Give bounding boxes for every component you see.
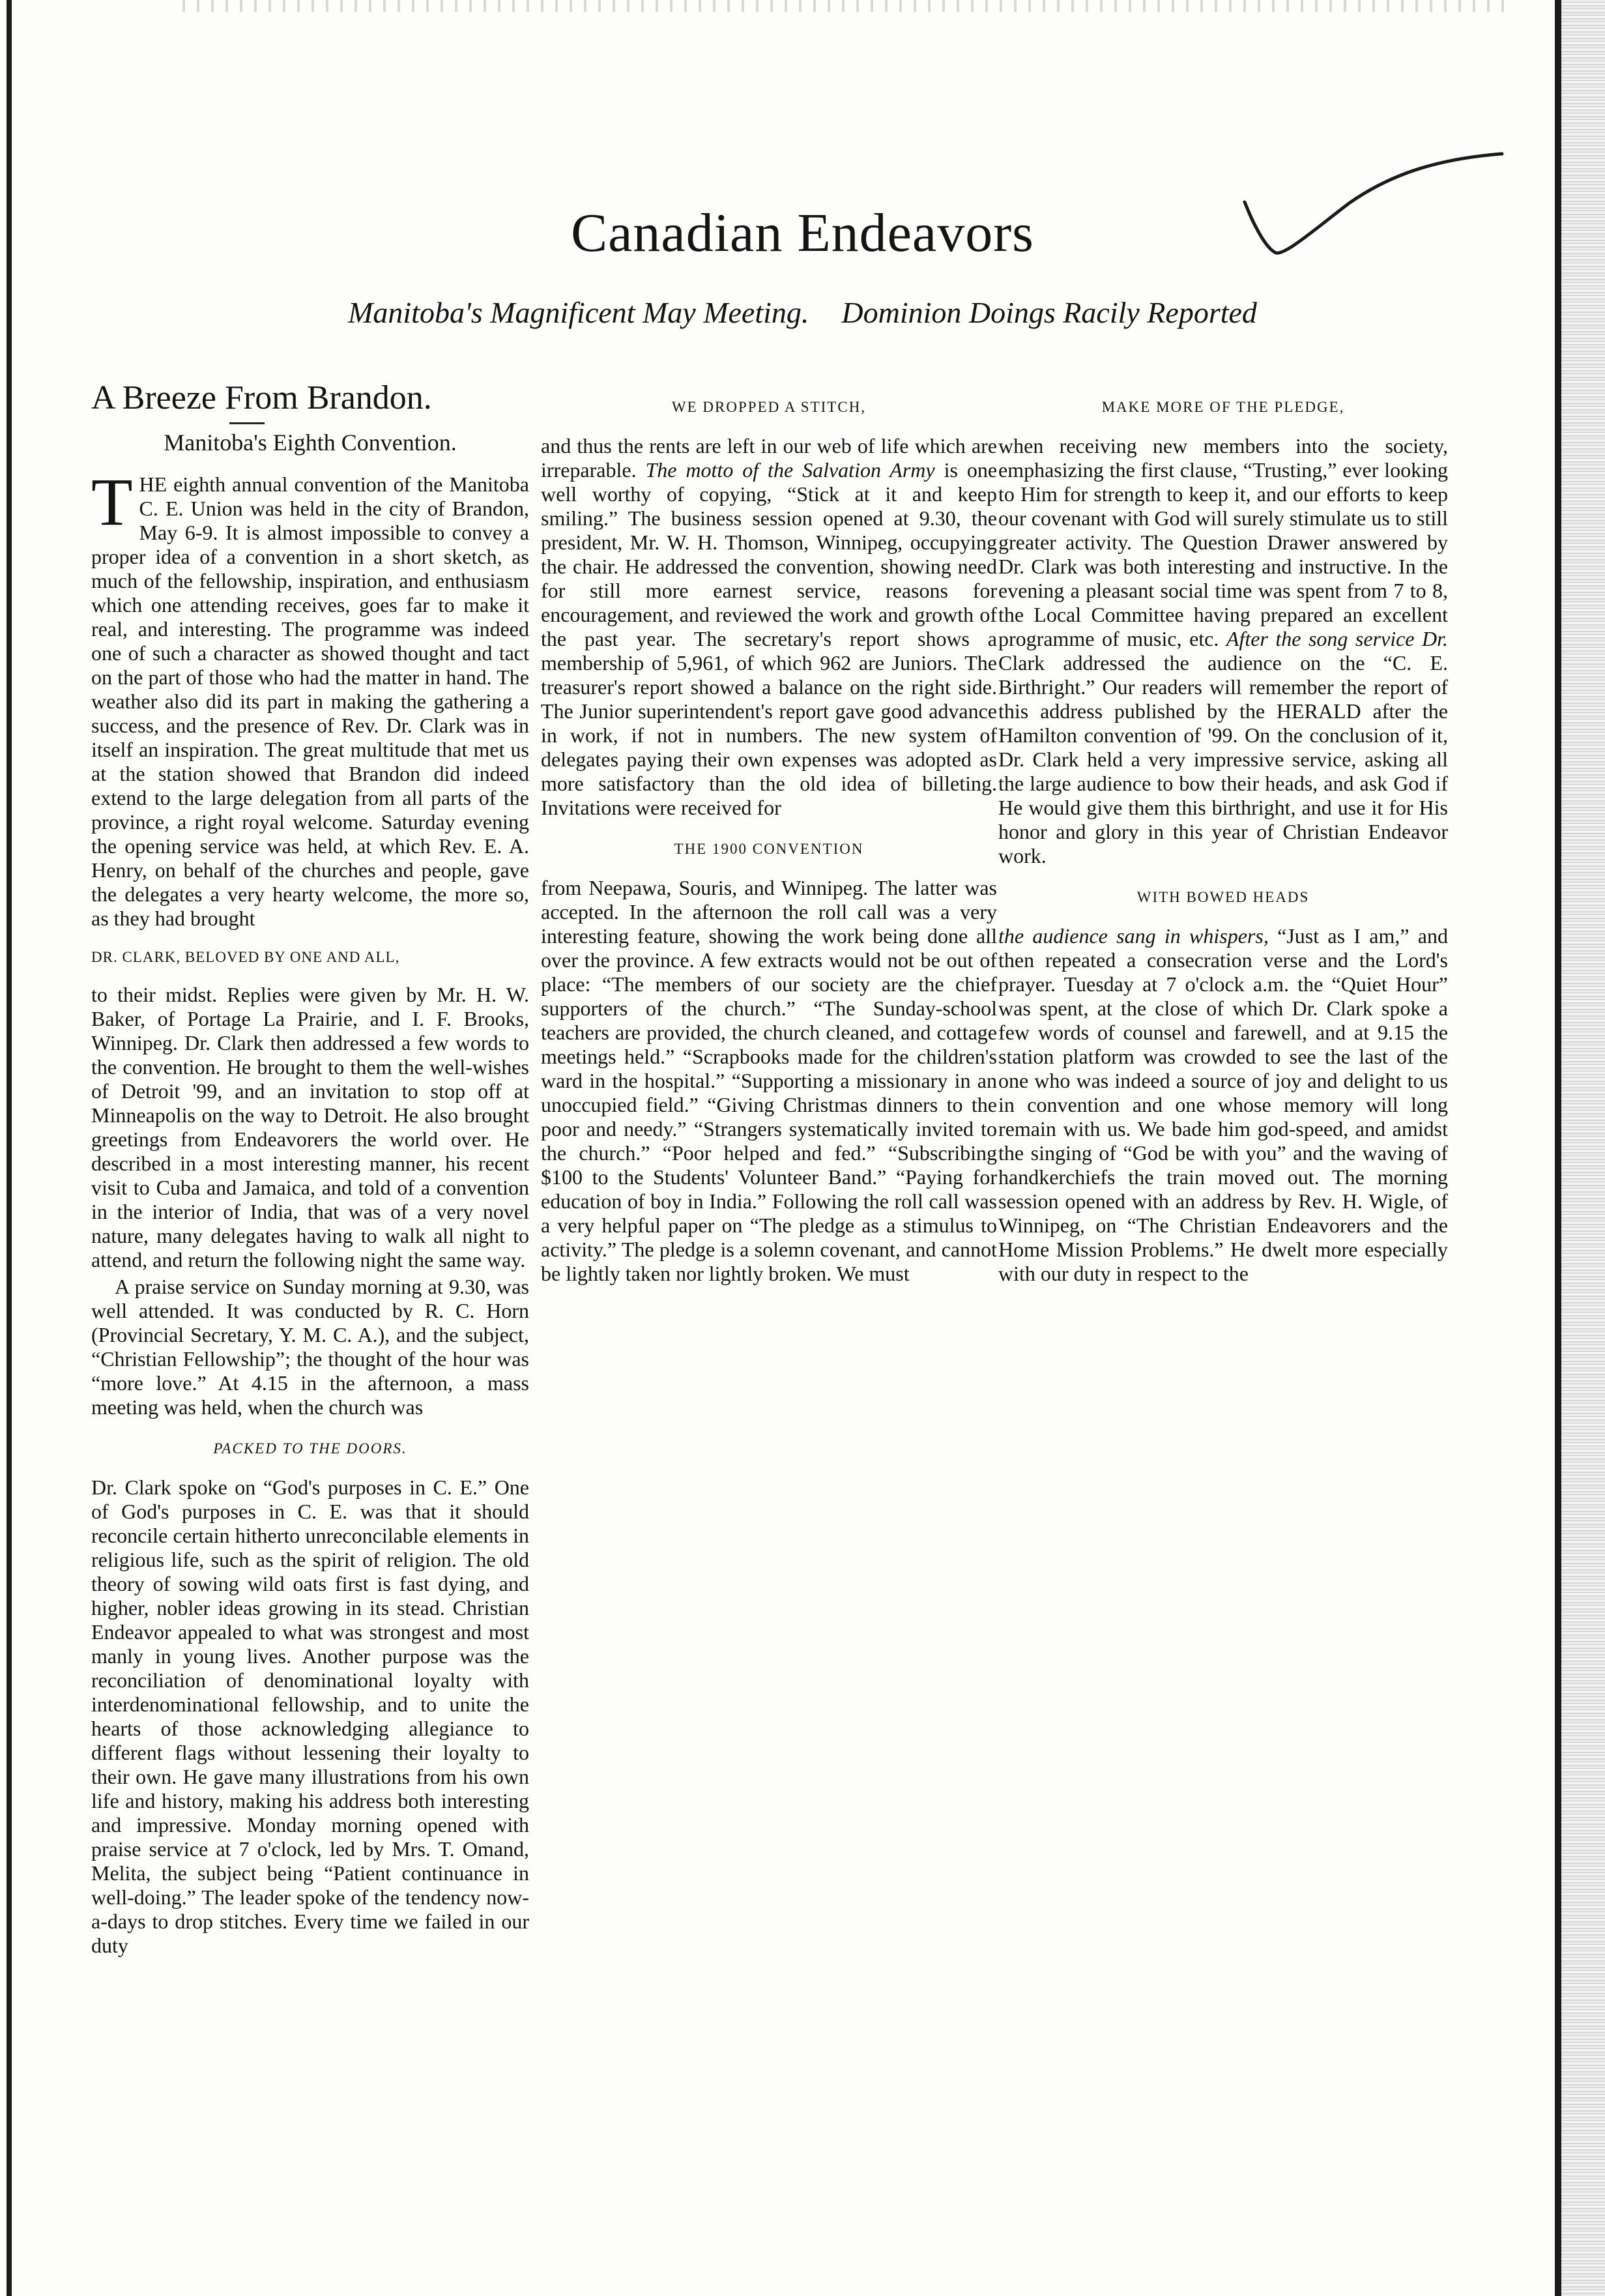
paragraph: A praise service on Sunday morning at 9.30, was well attended. It was conducted by R. C. Horn (Provincial Secretary, Y. M. C. A.), and the subject, “Christian Fellowship”; the thought of the hour was “more love.” At 4.15 in the afternoon, a mass meeting was held, when the church was (91, 1275, 529, 1419)
right-binding-rule (1555, 0, 1561, 2296)
paragraph: the audience sang in whispers, “Just as I am,” and then repeated a consecration verse and the Lord's prayer. Tuesday at 7 o'clock a.m. the “Quiet Hour” was spent, at the close of which Dr. Clark spoke a few words of counsel and farewell, and at 9.15 the station platform was crowded to see the last of the one who was indeed a source of joy and delight to us in convention and one whose memory will long remain with us. We bade him god-speed, and amidst the singing of “God be with you” and the waving of handkerchiefs the train moved out. The morning session opened with an address by Rev. H. Wigle, of Winnipeg, on “The Christian Endeavorers and the Home Mission Problems.” He dwelt more especially with our duty in respect to the (998, 924, 1448, 1285)
paragraph: when receiving new members into the society, emphasizing the first clause, “Trusting,” ever looking to Him for strength to keep it, and our efforts to keep our covenant with God will surely stimulate us to still greater activity. The Question Drawer answered by Dr. Clark was both interesting and instructive. In the evening a pleasant social time was spent from 7 to 8, the Local Committee having prepared an excellent programme of music, etc. After the song service Dr. Clark addressed the audience on the “C. E. Birthright.” Our readers will remember the report of this address published by the HERALD after the Hamilton convention of '99. On the conclusion of it, Dr. Clark held a very impressive service, asking all the large audience to bow their heads, and ask God if He would give them this birthright, and use it for His honor and glory in this year of Christian Endeavor work. (998, 434, 1448, 867)
paragraph: and thus the rents are left in our web of life which are irreparable. The motto of the Salvation Army is one well worthy of copying, “Stick at it and keep smiling.” The business session opened at 9.30, the president, Mr. W. H. Thomson, Winnipeg, occupying the chair. He addressed the convention, showing need for still more earnest service, reasons for encouragement, and reviewed the work and growth of the past year. The secretary's report shows a membership of 5,961, of which 962 are Juniors. The treasurer's report showed a balance on the right side. The Junior superintendent's report gave good advance in work, if not in numbers. The new system of delegates paying their own expenses was adopted as more satisfactory than the old idea of billeting. Invitations were received for (541, 434, 997, 819)
section-head: WITH BOWED HEADS (1136, 889, 1310, 905)
section-head: DR. CLARK, BELOVED BY ONE AND ALL, (91, 949, 400, 965)
scan-right-edge (1561, 0, 1605, 2296)
subtitle-left: Manitoba's Magnificent May Meeting. (348, 296, 809, 329)
herald-smallcaps: HERALD (1276, 699, 1361, 723)
page-title: Canadian Endeavors (571, 203, 1034, 263)
section-head: MAKE MORE OF THE PLEDGE, (1101, 399, 1345, 415)
section-head: THE 1900 CONVENTION (674, 841, 864, 857)
subtitle-right: Dominion Doings Racily Reported (841, 296, 1257, 329)
column-3 (998, 378, 1448, 2242)
paragraph: to their midst. Replies were given by Mr. H. W. Baker, of Portage La Prairie, and I. F. Brooks, Winnipeg. Dr. Clark then addressed a few words to the convention. He brought to them the well-wishes of Detroit '99, and an invitation to stop off at Minneapolis on the way to Detroit. He also brought greetings from Endeavorers the world over. He described in a most interesting manner, his recent visit to Cuba and Jamaica, and told of a convention in the interior of India, that was of a very novel nature, many delegates having to walk all night to attend, and return the following night the same way. (91, 983, 529, 1272)
left-binding-rule (7, 0, 12, 2296)
section-head: PACKED TO THE DOORS. (213, 1440, 407, 1457)
scan-top-edge (182, 0, 1512, 12)
paragraph: Dr. Clark spoke on “God's purposes in C. E.” One of God's purposes in C. E. was that it should reconcile certain hitherto unreconcilable elements in religious life, such as the spirit of religion. The old theory of sowing wild oats first is fast dying, and higher, nobler ideas growing in its stead. Christian Endeavor appealed to what was strongest and most manly in young lives. Another purpose was the reconciliation of denominational loyalty with interdenominational fellowship, and to unite the hearts of those acknowledging allegiance to different flags without lessening their loyalty to their own. He gave many illustrations from his own life and history, making his address both interesting and impressive. Monday morning opened with praise service at 7 o'clock, led by Mrs. T. Omand, Melita, the subject being “Patient continuance in well-doing.” The leader spoke of the tendency now-a-days to drop stitches. Every time we failed in our duty (91, 1475, 529, 1957)
section-head: WE DROPPED A STITCH, (671, 399, 867, 415)
drop-cap: T (91, 465, 133, 540)
paragraph: THE eighth annual convention of the Manitoba C. E. Union was held in the city of Brandon, May 6-9. It is almost impossible to convey a proper idea of a convention in a short sketch, as much of the fellowship, inspiration, and enthusiasm which one attending receives, goes far to make it real, and interesting. The programme was indeed one of such a character as showed thought and tact on the part of those who had the matter in hand. The weather also did its part in making the gathering a success, and the presence of Rev. Dr. Clark was in itself an inspiration. The great multitude that met us at the station showed that Brandon did indeed extend to the large delegation from all parts of the province, a right royal welcome. Saturday evening the opening service was held, at which Rev. E. A. Henry, on behalf of the churches and people, gave the delegates a very hearty welcome, the more so, as they had brought (91, 465, 529, 930)
column-2 (541, 378, 997, 2242)
article-headline: A Breeze From Brandon. (91, 379, 432, 416)
page-subtitle (0, 293, 1605, 332)
article-subhead: Manitoba's Eighth Convention. (164, 429, 457, 456)
paragraph: from Neepawa, Souris, and Winnipeg. The latter was accepted. In the afternoon the roll call was a very interesting feature, showing the work being done all over the province. A few extracts would not be out of place: “The members of our society are the chief supporters of the church.” “The Sunday-school teachers are provided, the church cleaned, and cottage meetings held.” “Scrapbooks made for the children's ward in the hospital.” “Supporting a missionary in an unoccupied field.” “Giving Christmas dinners to the poor and needy.” “Strangers systematically invited to the church.” “Poor helped and fed.” “Subscribing $100 to the Students' Volunteer Band.” “Paying for education of boy in India.” Following the roll call was a very helpful paper on “The pledge as a stimulus to activity.” The pledge is a solemn covenant, and cannot be lightly taken nor lightly broken. We must (541, 876, 997, 1285)
headline-rule (229, 422, 265, 424)
column-1 (91, 378, 529, 2242)
